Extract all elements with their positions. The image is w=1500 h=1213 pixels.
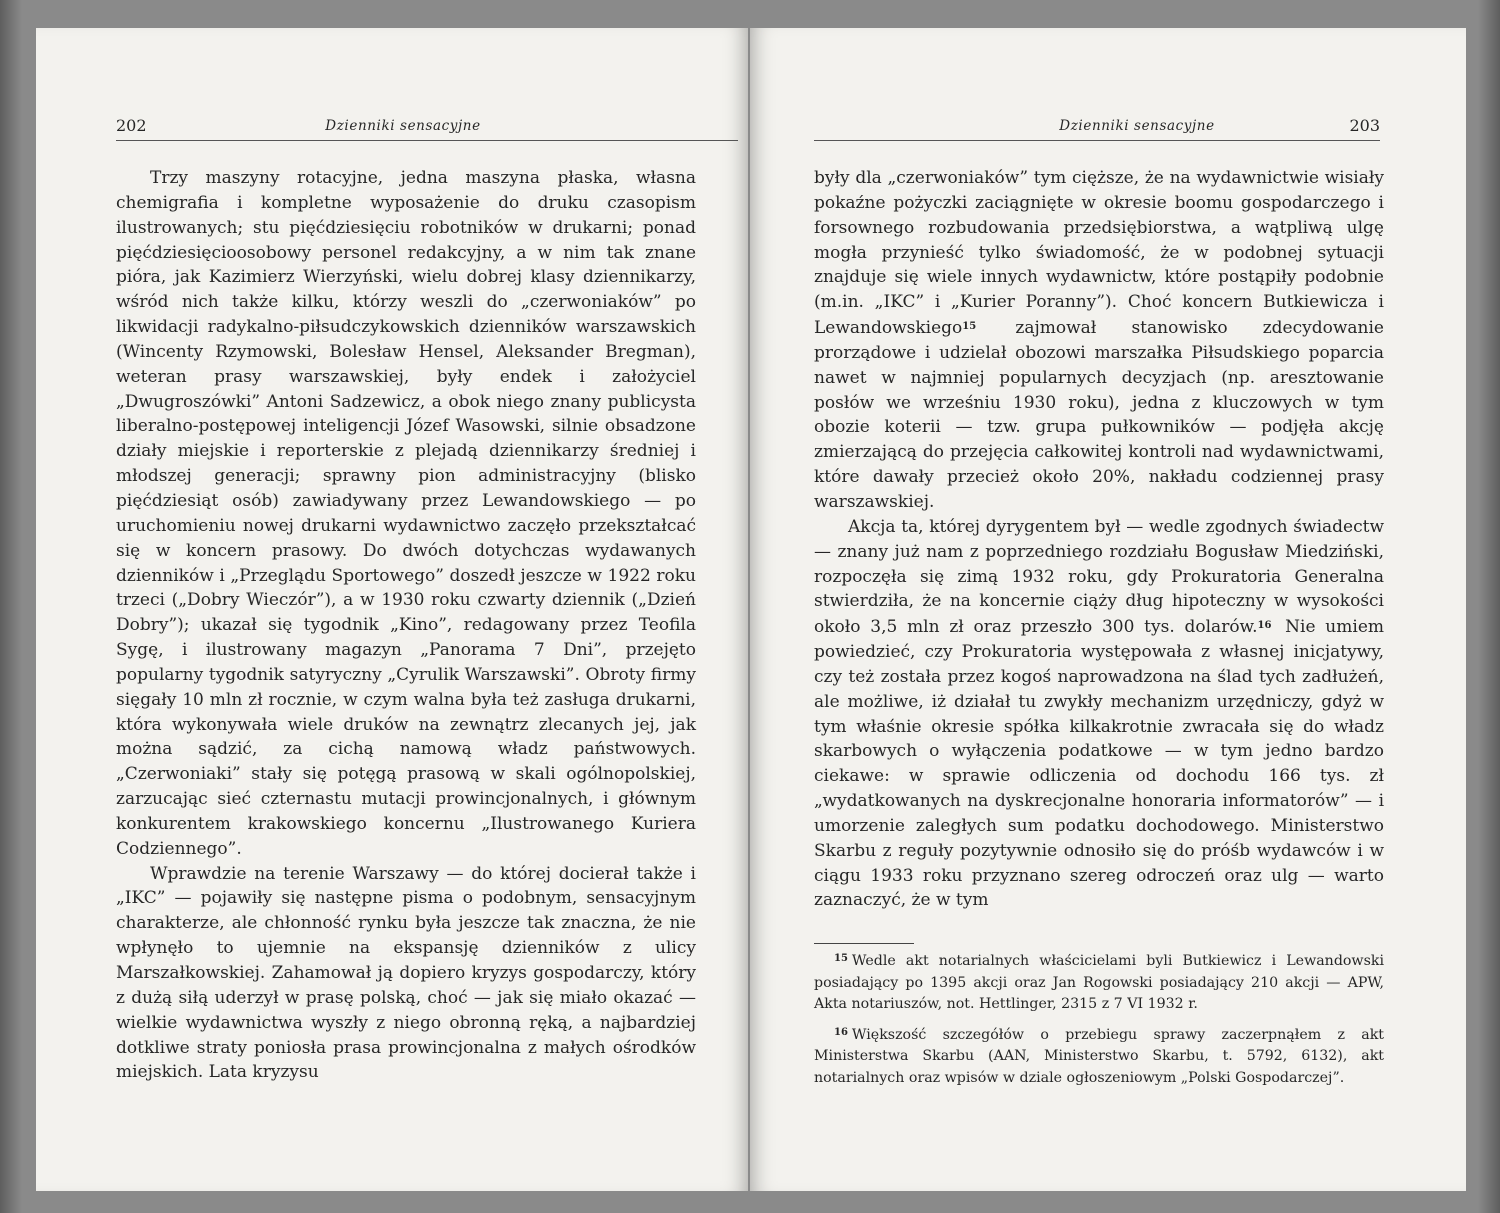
- running-title-left: Dzienniki sensacyjne: [325, 118, 481, 134]
- page-number-left: 202: [116, 116, 147, 135]
- paragraph: Wprawdzie na terenie Warszawy — do której docierał także i „IKC” — pojawiły się następne pisma o podobnym, sensacyjnym charakterze, ale chłonność rynku była jeszcze tak znaczna, że nie wpłynęło to ujemnie na ekspansję dzienników z ulicy Marszałkowskiej. Zahamował ją dopiero kryzys gospodarczy, który z dużą siłą uderzył w prasę polską, choć — jak się miało okazać — wielkie wydawnictwa wyszły z niego obronną ręką, a najbardziej dotkliwe straty poniosła prasa prowincjonalna z małych ośrodków miejskich. Lata kryzysu: [116, 863, 696, 1083]
- paragraph: [814, 166, 1384, 515]
- footnote-text: Większość szczegółów o przebiegu sprawy zaczerpnąłem z akt Ministerstwa Skarbu (AAN, Ministerstwo Skarbu, t. 5792, 6132), akt notarialnych oraz wpisów w dziale ogłoszeniowym „Polski Gospodarczej”.: [814, 1026, 1384, 1086]
- paragraph-text: były dla „czerwoniaków” tym cięższe, że na wydawnictwie wisiały pokaźne pożyczki zaciągnięte w okresie boomu gospodarczego i forsownego rozbudowania przedsiębiorstwa, a wątpliwą ulgę mogła przynieść tylko świadomość, że w podobnej sytuacji znajduje się wiele innych wydawnictw, które postąpiły podobnie (m.in. „IKC” i „Kurier Poranny”). Choć koncern Butkiewicza i Lewandowskiego: [814, 168, 1384, 339]
- footnote: [814, 948, 1384, 1016]
- header-rule-left: [116, 140, 738, 141]
- footnote: [814, 1022, 1384, 1090]
- paragraph: [814, 515, 1384, 914]
- footnote-number: 15: [834, 953, 848, 964]
- right-page: [750, 28, 1466, 1191]
- footnotes: [814, 948, 1384, 1096]
- body-text-left: [116, 166, 696, 1085]
- running-title-right: Dzienniki sensacyjne: [1059, 118, 1215, 134]
- paragraph-text: Akcja ta, której dyrygentem był — wedle zgodnych świadectw — znany już nam z poprzedniego rozdziału Bogusław Miedziński, rozpoczęła się zimą 1932 roku, gdy Prokuratoria Generalna stwierdziła, że na koncernie ciąży dług hipoteczny w wysokości około 3,5 mln zł oraz przeszło 300 tys. dolarów.: [814, 516, 1384, 638]
- paragraph-text: Nie umiem powiedzieć, czy Prokuratoria występowała z własnej inicjatywy, czy też została przez kogoś naprowadzona na ślad tych zadłużeń, ale możliwe, iż działał tu zwykły mechanizm urzędniczy, gdyż w tym właśnie okresie spółka kilkakrotnie zwracała się do władz skarbowych o wyłączenia podatkowe — w tym jedno bardzo ciekawe: w sprawie odliczenia od dochodu 166 tys. zł „wydatkowanych na dyskrecjonalne honoraria informatorów” — i umorzenie zaległych sum podatku dochodowego. Ministerstwo Skarbu z reguły pozytywnie odnosiło się do próśb wydawców i w ciągu 1933 roku przyznano szereg odroczeń oraz ulg — warto zaznaczyć, że w tym: [814, 617, 1384, 911]
- paragraph: Trzy maszyny rotacyjne, jedna maszyna płaska, własna chemigrafia i kompletne wyposażenie do druku czasopism ilustrowanych; stu pięćdziesięciu robotników w drukarni; ponad pięćdziesięcioosobowy personel redakcyjny, a w nim tak znane pióra, jak Kazimierz Wierzyński, wielu dobrej klasy dziennikarzy, wśród nich także kilku, którzy weszli do „czerwoniaków” po likwidacji radykalno-piłsudczykowskich dzienników warszawskich (Wincenty Rzymowski, Bolesław Hensel, Aleksander Bregman), weteran prasy warszawskiej, były endek i założyciel „Dwugroszówki” Antoni Sadzewicz, a obok niego znany publicysta liberalno-postępowej inteligencji Józef Wasowski, silnie obsadzone działy miejskie i reporterskie z plejadą dziennikarzy średniej i młodszej generacji; sprawny pion administracyjny (blisko pięćdziesiąt osób) zawiadywany przez Lewandowskiego — po uruchomieniu nowej drukarni wydawnictwo zaczęło przekształcać się w koncern prasowy. Do dwóch dotychczas wydawanych dzienników i „Przeglądu Sportowego” doszedł jeszcze w 1922 roku trzeci („Dobry Wieczór”), a w 1930 roku czwarty dziennik („Dzień Dobry”); ukazał się tygodnik „Kino”, redagowany przez Teofila Sygę, i ilustrowany magazyn „Panorama 7 Dni”, przejęto popularny tygodnik satyryczny „Cyrulik Warszawski”. Obroty firmy sięgały 10 mln zł rocznie, w czym walna była też zasługa drukarni, która wykonywała wiele druków na zewnątrz zlecanych jej, jak można sądzić, za cichą namową władz państwowych. „Czerwoniaki” stały się potęgą prasową w skali ogólnopolskiej, zarzucając sieć czternastu mutacji prowincjonalnych, i głównym konkurentem krakowskiego koncernu „Ilustrowanego Kuriera Codziennego”.: [116, 168, 696, 859]
- body-text-right: [814, 166, 1384, 913]
- paragraph-text: zajmował stanowisko zdecydowanie prorządowe i udzielał obozowi marszałka Piłsudskiego poparcia nawet w najmniej popularnych decyzjach (np. aresztowanie posłów we wrześniu 1930 roku), jedna z kluczowych w tym obozie koterii — tzw. grupa pułkowników — podjęła akcję zmierzającą do przejęcia całkowitej kontroli nad wydawnictwami, które dawały przecież około 20%, nakładu codziennej prasy warszawskiej.: [814, 318, 1384, 512]
- running-head-left: [116, 114, 738, 138]
- header-rule-right: [814, 140, 1380, 141]
- footnote-number: 16: [834, 1026, 848, 1038]
- footnote-rule: [814, 943, 914, 944]
- footnote-reference: 15: [962, 321, 977, 333]
- left-page: [36, 28, 748, 1191]
- footnote-reference: 16: [1257, 620, 1272, 632]
- page-number-right: 203: [1349, 116, 1380, 135]
- footnote-text: Wedle akt notarialnych właścicielami byli Butkiewicz i Lewandowski posiadający po 1395 akcji oraz Jan Rogowski posiadający 210 akcji — APW, Akta notariuszów, not. Hettlinger, 2315 z 7 VI 1932 r.: [814, 953, 1384, 1013]
- running-head-right: [814, 114, 1380, 138]
